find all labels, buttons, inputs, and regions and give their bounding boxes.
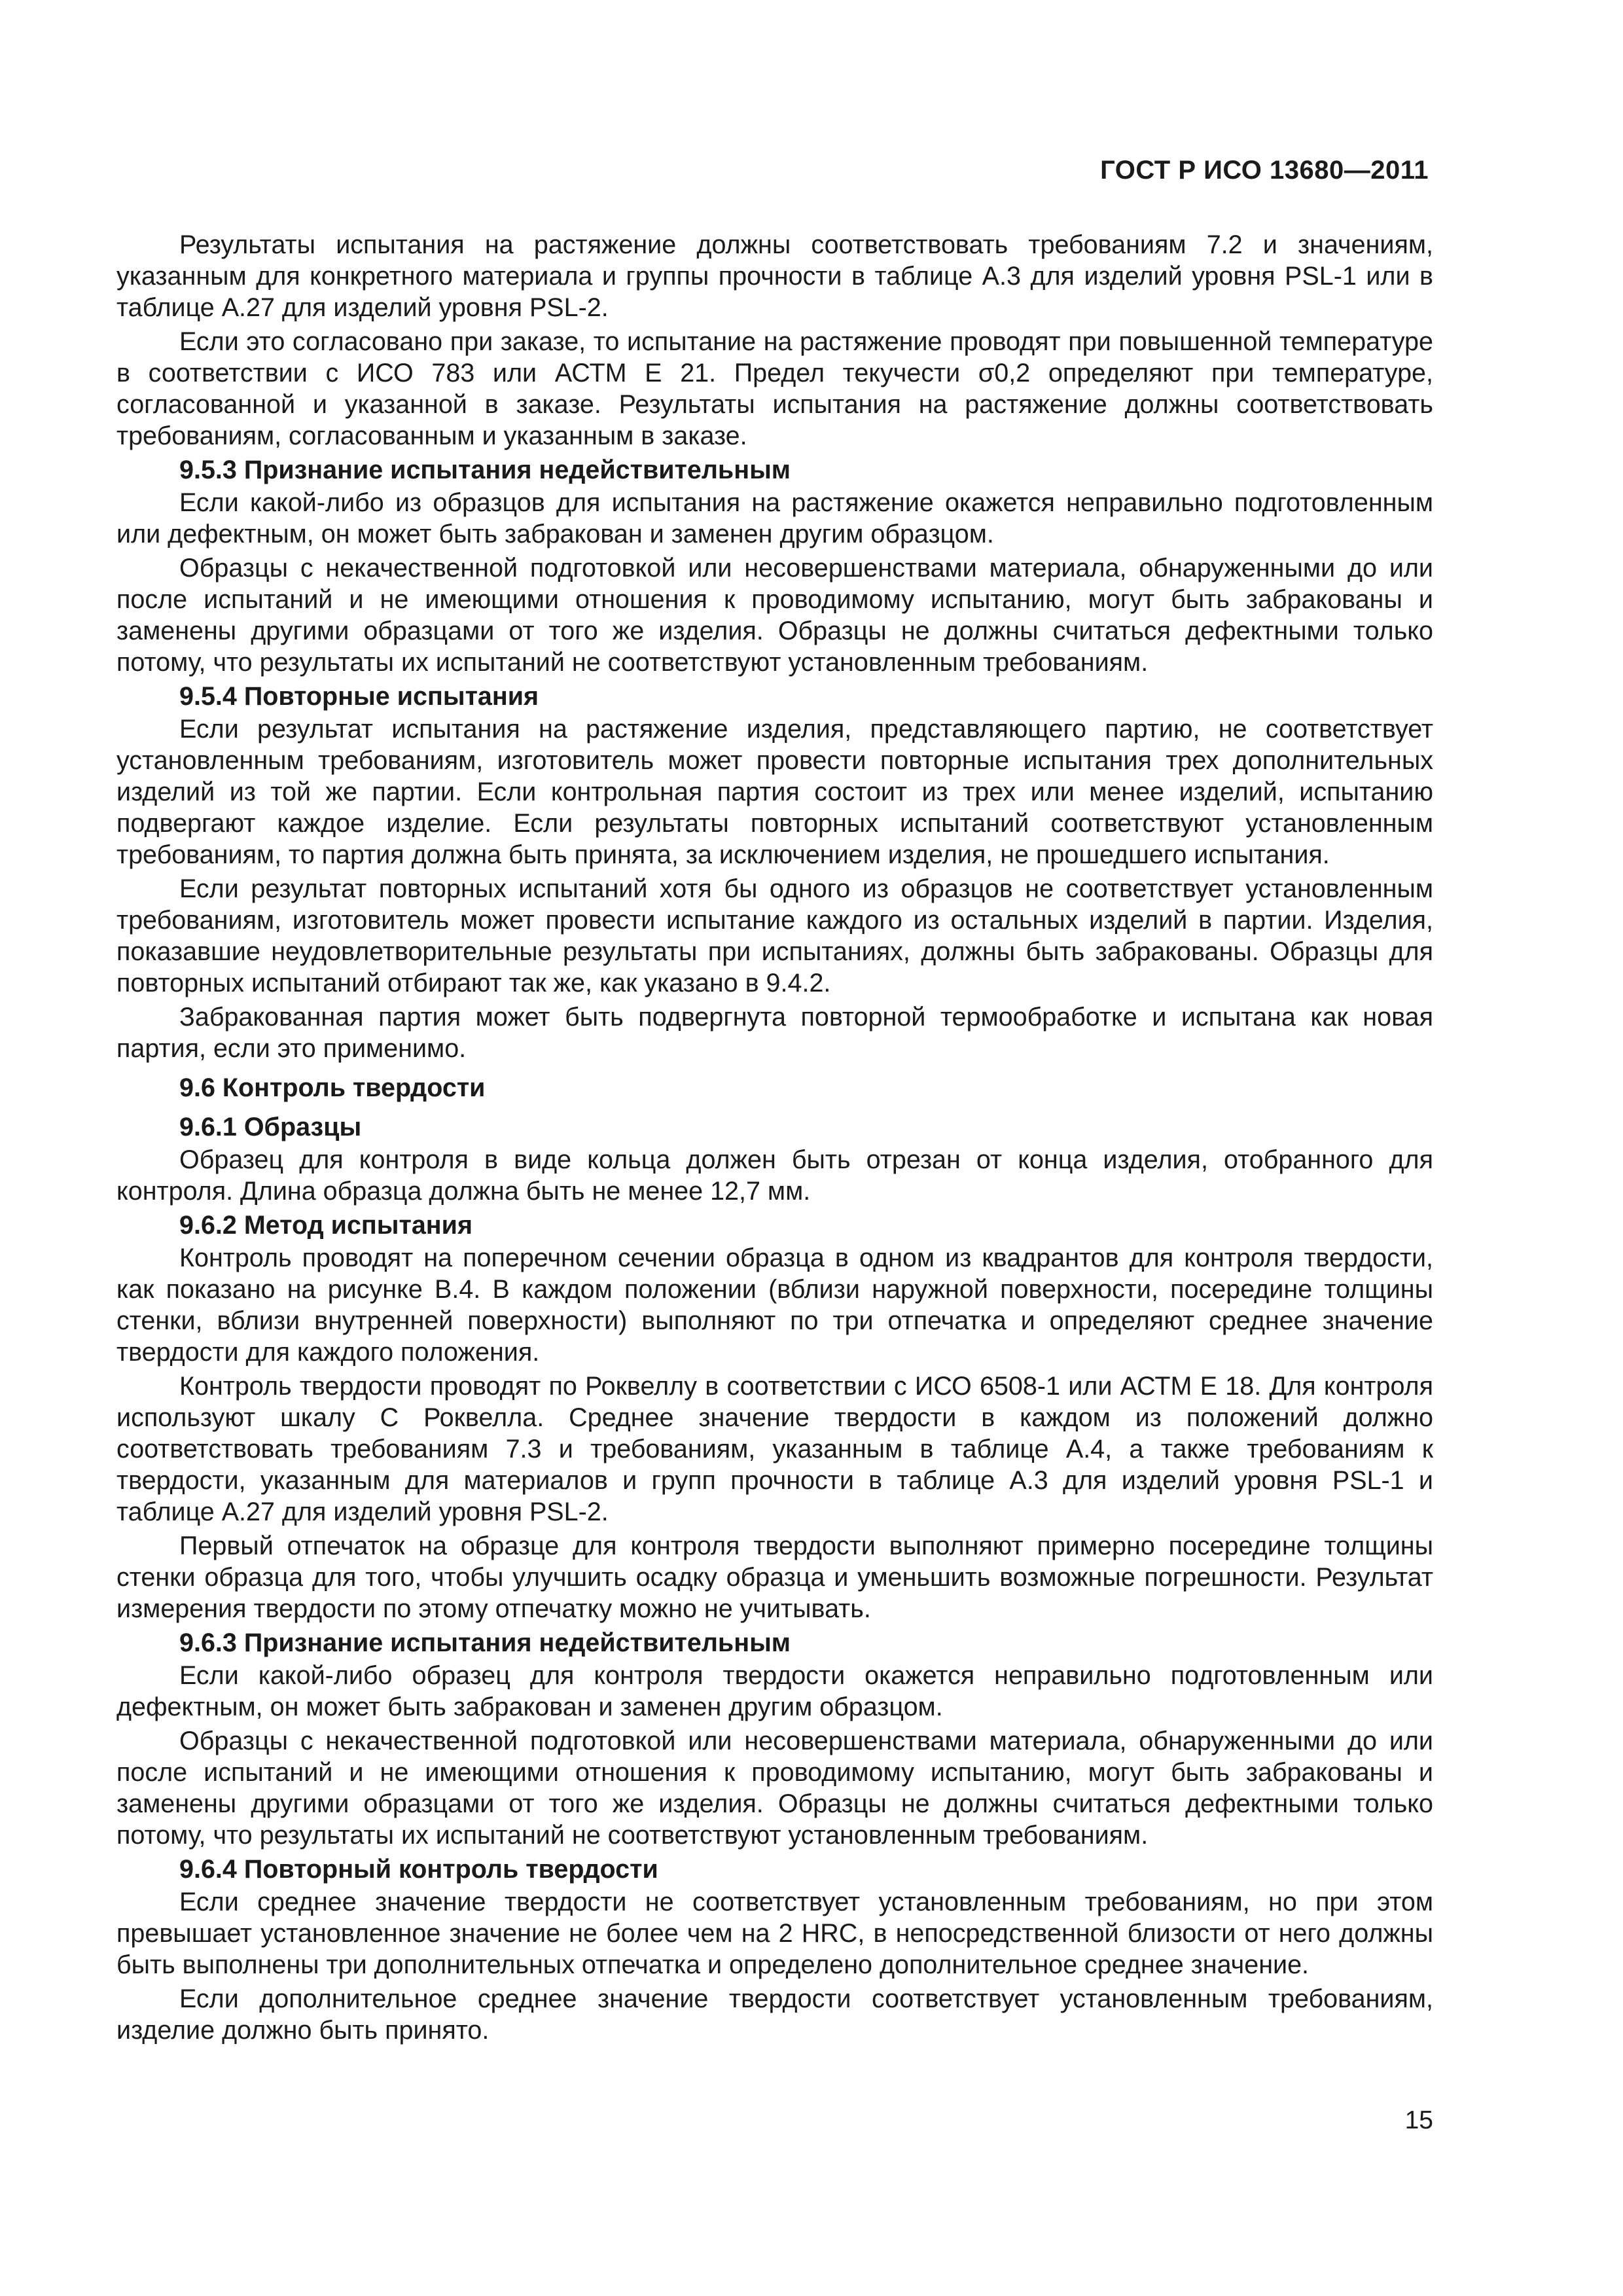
section-heading-9-6-3: 9.6.3 Признание испытания недействительным [179, 1628, 791, 1657]
paragraph: Контроль твердости проводят по Роквеллу в соответствии с ИСО 6508-1 или АСТМ Е 18. Для контроля используют шкалу С Роквелла. Среднее значение твердости в каждом из положений должно соответствовать требованиям 7.3 и требованиям, указанным в таблице А.4, а также требованиям к твердости, указанным для материалов и групп прочности в таблице А.3 для изделий уровня PSL-1 и таблице А.27 для изделий уровня PSL-2. [116, 1372, 1433, 1526]
page-header: ГОСТ Р ИСО 13680—2011 [1100, 156, 1429, 185]
paragraph: Образцы с некачественной подготовкой или несовершенствами материала, обнаруженными до или после испытаний и не имеющими отношения к проводимому испытанию, могут быть забракованы и заменены другими образцами от того же изделия. Образцы не должны считаться дефектными только потому, что результаты их испытаний не соответствуют установленным требованиям. [116, 1727, 1433, 1850]
paragraph: Контроль проводят на поперечном сечении образца в одном из квадрантов для контроля твердости, как показано на рисунке В.4. В каждом положении (вблизи наружной поверхности, посередине толщины стенки, вблизи внутренней поверхности) выполняют по три отпечатка и определяют среднее значение твердости для каждого положения. [116, 1244, 1433, 1367]
section-heading-9-6: 9.6 Контроль твердости [179, 1073, 486, 1102]
paragraph: Если результат испытания на растяжение изделия, представляющего партию, не соответствует установленным требованиям, изготовитель может провести повторные испытания трех дополнительных изделий из той же партии. Если контрольная партия состоит из трех или менее изделий, испытанию подвергают каждое изделие. Если результаты повторных испытаний соответствуют установленным требованиям, то партия должна быть принята, за исключением изделия, не прошедшего испытания. [116, 715, 1433, 869]
section-heading-9-5-3: 9.5.3 Признание испытания недействительным [179, 456, 791, 484]
paragraph: Если результат повторных испытаний хотя бы одного из образцов не соответствует установленным требованиям, изготовитель может провести испытание каждого из остальных изделий в партии. Изделия, показавшие неудовлетворительные результаты при испытаниях, должны быть забракованы. Образцы для повторных испытаний отбирают так же, как указано в 9.4.2. [116, 874, 1433, 997]
paragraph: Забракованная партия может быть подвергнута повторной термообработке и испытана как новая партия, если это применимо. [116, 1003, 1433, 1063]
paragraph: Первый отпечаток на образце для контроля твердости выполняют примерно посередине толщины стенки образца для того, чтобы улучшить осадку образца и уменьшить возможные погрешности. Результат измерения твердости по этому отпечатку можно не учитывать. [116, 1532, 1433, 1623]
paragraph: Если среднее значение твердости не соответствует установленным требованиям, но при этом превышает установленное значение не более чем на 2 HRC, в непосредственной близости от него должны быть выполнены три дополнительных отпечатка и определено дополнительное среднее значение. [116, 1888, 1433, 1979]
section-heading-9-6-1: 9.6.1 Образцы [179, 1113, 362, 1141]
paragraph: Если это согласовано при заказе, то испытание на растяжение проводят при повышенной температуре в соответствии с ИСО 783 или АСТМ Е 21. Предел текучести σ0,2 определяют при температуре, согласованной и указанной в заказе. Результаты испытания на растяжение должны соответствовать требованиям, согласованным и указанным в заказе. [116, 327, 1433, 450]
section-heading-9-6-4: 9.6.4 Повторный контроль твердости [179, 1855, 658, 1884]
document-body [116, 229, 1433, 2049]
section-heading-9-6-2: 9.6.2 Метод испытания [179, 1211, 473, 1240]
page-number: 15 [1404, 2106, 1433, 2134]
paragraph: Если дополнительное среднее значение твердости соответствует установленным требованиям, изделие должно быть принято. [116, 1984, 1433, 2045]
paragraph: Если какой-либо образец для контроля твердости окажется неправильно подготовленным или дефектным, он может быть забракован и заменен другим образцом. [116, 1661, 1433, 1721]
paragraph: Образцы с некачественной подготовкой или несовершенствами материала, обнаруженными до или после испытаний и не имеющими отношения к проводимому испытанию, могут быть забракованы и заменены другими образцами от того же изделия. Образцы не должны считаться дефектными только потому, что результаты их испытаний не соответствуют установленным требованиям. [116, 554, 1433, 677]
paragraph: Если какой-либо из образцов для испытания на растяжение окажется неправильно подготовленным или дефектным, он может быть забракован и заменен другим образцом. [116, 488, 1433, 548]
paragraph: Результаты испытания на растяжение должны соответствовать требованиям 7.2 и значениям, указанным для конкретного материала и группы прочности в таблице А.3 для изделий уровня PSL-1 или в таблице А.27 для изделий уровня PSL-2. [116, 230, 1433, 322]
paragraph: Образец для контроля в виде кольца должен быть отрезан от конца изделия, отобранного для контроля. Длина образца должна быть не менее 12,7 мм. [116, 1145, 1433, 1206]
section-heading-9-5-4: 9.5.4 Повторные испытания [179, 682, 539, 711]
